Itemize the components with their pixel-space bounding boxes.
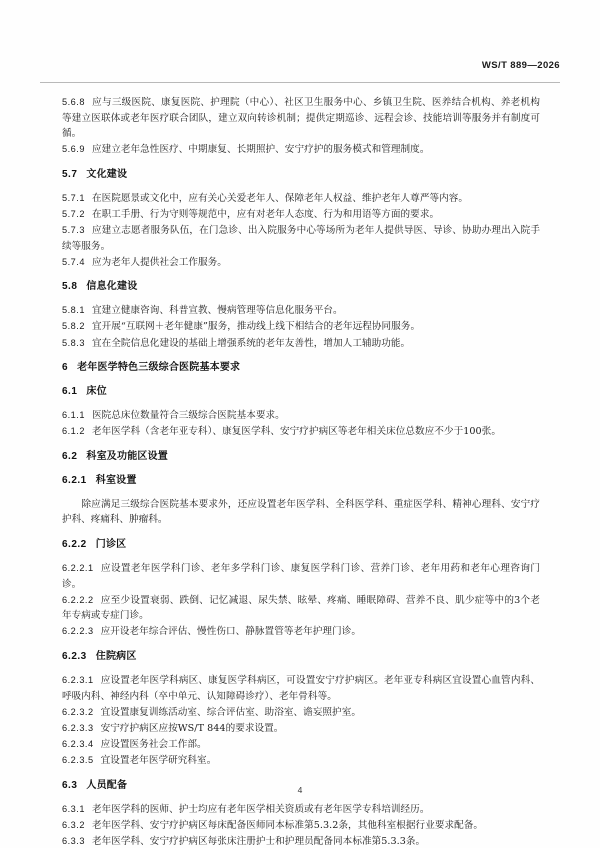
heading-number: 6.2.3 xyxy=(62,650,87,662)
heading-title: 科室及功能区设置 xyxy=(86,450,169,462)
clause-6-2-2-3 xyxy=(62,624,540,640)
clause-6-2-2-1 xyxy=(62,561,540,592)
clause-6-3-1 xyxy=(62,802,540,818)
clause-text: 在医院愿景或文化中，应有关心关爱老年人、保障老年人权益、维护老年人尊严等内容。 xyxy=(91,192,469,204)
clause-5-7-4 xyxy=(62,255,540,271)
clause-number: 6.2.3.1 xyxy=(62,674,94,685)
clause-text: 宜设置康复训练活动室、综合评估室、助浴室、谵妄照护室。 xyxy=(100,706,361,718)
clause-number: 6.3.2 xyxy=(62,819,85,830)
clause-5-7-2 xyxy=(62,207,540,223)
clause-6-1-1 xyxy=(62,408,540,424)
clause-5-6-8 xyxy=(62,95,540,142)
clause-number: 5.6.8 xyxy=(62,97,85,107)
heading-title: 文化建设 xyxy=(86,168,128,180)
clause-number: 6.2.2.1 xyxy=(62,563,94,573)
clause-number: 5.8.3 xyxy=(62,337,85,348)
clause-text: 应建立老年急性医疗、中期康复、长期照护、安宁疗护的服务模式和管理制度。 xyxy=(91,144,430,156)
clause-number: 6.1.2 xyxy=(62,426,85,437)
page-footer xyxy=(0,778,600,797)
clause-text: 宜设置老年医学研究科室。 xyxy=(100,754,217,766)
clause-5-8-2 xyxy=(62,319,540,335)
clause-number: 5.7.4 xyxy=(62,256,85,267)
heading-6-2-3 xyxy=(62,649,540,664)
clause-number: 5.7.1 xyxy=(62,192,85,203)
clause-6-2-3-1 xyxy=(62,673,540,704)
document-body xyxy=(62,95,540,848)
clause-number: 6.2.2.3 xyxy=(62,626,94,637)
clause-number: 6.3.3 xyxy=(62,835,85,846)
heading-number: 6.2 xyxy=(62,450,78,462)
clause-number: 5.8.2 xyxy=(62,321,85,332)
clause-5-6-9 xyxy=(62,142,540,158)
heading-title: 床位 xyxy=(86,386,107,398)
clause-5-7-1 xyxy=(62,191,540,207)
heading-6-2 xyxy=(62,449,540,464)
clause-text: 老年医学科、安宁疗护病区每张床注册护士和护理员配备同本标准第5.3.3条。 xyxy=(91,835,426,847)
heading-title: 信息化建设 xyxy=(86,281,138,293)
clause-6-2-2-2 xyxy=(62,593,540,624)
clause-number: 6.2.2.2 xyxy=(62,594,94,605)
clause-text: 宜在全院信息化建设的基础上增强系统的老年友善性，增加人工辅助功能。 xyxy=(91,337,411,349)
heading-number: 5.7 xyxy=(62,168,78,180)
heading-6-2-1 xyxy=(62,473,540,488)
clause-6-2-3-4 xyxy=(62,737,540,753)
clause-text: 应开设老年综合评估、慢性伤口、静脉置管等老年护理门诊。 xyxy=(100,626,361,638)
heading-number: 6.2.1 xyxy=(62,474,87,486)
heading-title: 科室设置 xyxy=(95,474,137,486)
heading-5-8 xyxy=(62,279,540,294)
clause-text: 老年医学科的医师、护士均应有老年医学相关资质或有老年医学专科培训经历。 xyxy=(91,803,430,815)
heading-5-7 xyxy=(62,167,540,182)
page-header xyxy=(40,60,560,86)
clause-6-2-3-2 xyxy=(62,705,540,721)
clause-number: 5.6.9 xyxy=(62,144,85,155)
heading-number: 6.1 xyxy=(62,386,78,398)
clause-number: 6.2.3.3 xyxy=(62,722,94,733)
heading-title: 门诊区 xyxy=(95,539,127,550)
clause-text: 宜建立健康咨询、科普宣教、慢病管理等信息化服务平台。 xyxy=(91,305,343,317)
clause-number: 6.3.1 xyxy=(62,803,85,814)
clause-6-2-3-5 xyxy=(62,753,540,769)
clause-text: 应设置医务社会工作部。 xyxy=(100,738,207,750)
clause-text: 应为老年人提供社会工作服务。 xyxy=(91,256,227,268)
page-number: 4 xyxy=(297,785,303,795)
clause-text: 宜开展“互联网＋老年健康”服务，推动线上线下相结合的老年远程协同服务。 xyxy=(91,321,421,333)
clause-5-8-3 xyxy=(62,336,540,352)
heading-title: 老年医学特色三级综合医院基本要求 xyxy=(77,362,241,374)
clause-number: 5.8.1 xyxy=(62,305,85,316)
heading-title: 住院病区 xyxy=(95,650,137,662)
clause-number: 6.2.3.5 xyxy=(62,754,94,765)
heading-number: 6 xyxy=(62,362,69,374)
clause-6-3-2 xyxy=(62,818,540,834)
heading-title: 人员配备 xyxy=(86,779,128,791)
clause-text: 医院总床位数量符合三级综合医院基本要求。 xyxy=(91,410,285,422)
clause-6-3-3 xyxy=(62,834,540,848)
header-rule xyxy=(40,82,560,83)
clause-number: 5.7.2 xyxy=(62,208,85,219)
clause-6-1-2 xyxy=(62,424,540,440)
clause-5-7-3 xyxy=(62,223,540,254)
clause-5-8-1 xyxy=(62,303,540,319)
clause-text: 应与三级医院、康复医院、护理院（中心）、社区卫生服务中心、乡镇卫生院、医养结合机构、养老机构等建立医联体或老年医疗联合团队，建立双向转诊机制；提供定期巡诊、远程会诊、技能培训等服务并有制度可循。 xyxy=(62,97,540,140)
clause-number: 6.2.3.4 xyxy=(62,738,94,749)
clause-number: 6.1.1 xyxy=(62,410,85,421)
clause-text: 应设置老年医学科病区、康复医学科病区，可设置安宁疗护病区。老年亚专科病区宜设置心血管内科、呼吸内科、神经内科（卒中单元、认知障碍诊疗）、老年骨科等。 xyxy=(62,674,540,702)
paragraph-6-2-1: 除应满足三级综合医院基本要求外，还应设置老年医学科、全科医学科、重症医学科、精神心理科、安宁疗护科、疼痛科、肿瘤科。 xyxy=(62,498,540,526)
clause-text: 应设置老年医学科门诊、老年多学科门诊、康复医学科门诊、营养门诊、老年用药和老年心理咨询门诊。 xyxy=(62,563,540,590)
heading-number: 5.8 xyxy=(62,281,78,293)
clause-text: 应建立志愿者服务队伍，在门急诊、出入院服务中心等场所为老年人提供导医、导诊、协助办理出入院手续等服务。 xyxy=(62,225,540,252)
clause-number: 6.2.3.2 xyxy=(62,706,94,717)
clause-text: 安宁疗护病区应按WS/T 844的要求设置。 xyxy=(100,722,284,734)
heading-number: 6.3 xyxy=(62,779,78,791)
heading-number: 6.2.2 xyxy=(62,539,87,550)
heading-6-2-2 xyxy=(62,537,540,552)
clause-text: 老年医学科、安宁疗护病区每床配备医师同本标准第5.3.2条，其他科室根据行业要求配备。 xyxy=(91,819,484,831)
clause-text: 老年医学科（含老年亚专科）、康复医学科、安宁疗护病区等老年相关床位总数应不少于100张。 xyxy=(91,426,501,438)
clause-text: 在职工手册、行为守则等规范中，应有对老年人态度、行为和用语等方面的要求。 xyxy=(91,208,440,220)
heading-6 xyxy=(62,360,540,375)
clause-6-2-3-3 xyxy=(62,721,540,737)
standard-number: WS/T 889—2026 xyxy=(481,60,560,71)
heading-6-1 xyxy=(62,384,540,399)
clause-text: 应至少设置衰弱、跌倒、记忆减退、尿失禁、眩晕、疼痛、睡眠障碍、营养不良、肌少症等中的3个老年专病或专症门诊。 xyxy=(62,594,540,622)
clause-number: 5.7.3 xyxy=(62,225,85,236)
